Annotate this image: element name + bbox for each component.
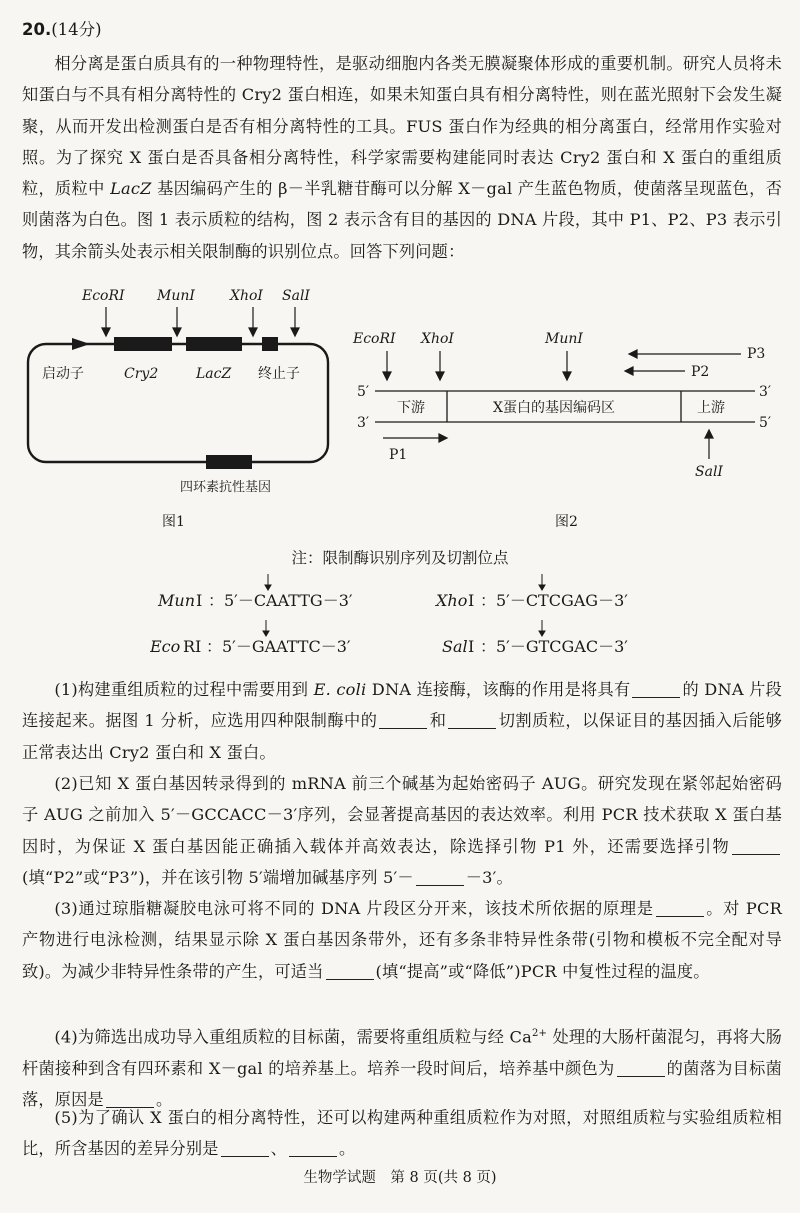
question-number: 20. (22, 20, 52, 39)
fig2-ecori-label: EcoRⅠ (353, 331, 396, 347)
fig1-sali-label: SalⅠ (282, 288, 310, 304)
fig1-lacz-block (186, 337, 242, 351)
fig1-cry2-label: Cry2 (124, 366, 159, 382)
answer-blank[interactable] (617, 1060, 665, 1077)
answer-blank[interactable] (379, 712, 427, 729)
xho-sequence: ：5′－CTCGAG－3′ (480, 591, 628, 610)
answer-blank[interactable] (221, 1140, 269, 1157)
fig1-site-arrows (102, 307, 299, 336)
fig2-top-left-end: 5′ (357, 384, 370, 400)
fig2-p3-label: P3 (747, 346, 766, 362)
fig1-terminator-label: 终止子 (258, 366, 300, 382)
figure1-plasmid-diagram (20, 282, 340, 502)
fig1-lacz-label: LacZ (196, 366, 232, 382)
fig1-muni-label: MunⅠ (157, 288, 195, 304)
fig1-tet-label: 四环素抗性基因 (180, 480, 272, 495)
question-header (22, 18, 102, 42)
question-1: (1)构建重组质粒的过程中需要用到 E. coli DNA 连接酶，该酶的作用是将具有 的 DNA 片段连接起来。据图 1 分析，应选用四种限制酶中的 和 切割质粒，以保证目的基因插入后能够正常表达出 Cry2 蛋白和 X 蛋白。 (22, 680, 782, 762)
enzyme-note-title: 注：限制酶识别序列及切割位点 (291, 549, 509, 567)
fig1-tet-block (206, 455, 252, 469)
figure2-dna-fragment-diagram (345, 326, 785, 496)
question-4: (4)为筛选出成功导入重组质粒的目标菌，需要将重组质粒与经 $Ca^{2+}$ 处理的大肠杆菌混匀，再将大肠杆菌接种到含有四环素和 X－gal 的培养基上。培养一段时间后，培养基中颜色为 的菌落为目标菌落，原因是 。 (22, 1027, 782, 1109)
question-score: (14分) (51, 20, 102, 39)
fig1-promoter-label: 启动子 (42, 366, 84, 382)
fig1-xhoi-label: XhoⅠ (230, 288, 263, 304)
fig2-p2-label: P2 (691, 364, 710, 380)
fig2-bottom-right-end: 5′ (759, 415, 772, 431)
mun-sequence: ：5′－CAATTG－3′ (208, 591, 353, 610)
eco-enzyme-roman: RⅠ (183, 637, 202, 656)
fig1-ecori-label: EcoRⅠ (82, 288, 125, 304)
question-5: (5)为了确认 X 蛋白的相分离特性，还可以构建两种重组质粒作为对照，对照组质粒与实验组质粒相比，所含基因的差异分别是 、 。 (22, 1108, 782, 1159)
answer-blank[interactable] (448, 712, 496, 729)
eco-enzyme-name: Eco (150, 637, 181, 656)
sal-sequence: ：5′－GTCGAC－3′ (480, 637, 628, 656)
answer-blank[interactable] (656, 900, 704, 917)
fig1-promoter-arrow (72, 338, 90, 350)
mun-enzyme-name: Mun (158, 591, 195, 610)
enzyme-sequence-table (150, 568, 670, 668)
answer-blank[interactable] (289, 1140, 337, 1157)
answer-blank[interactable] (632, 681, 680, 698)
fig2-bottom-left-end: 3′ (357, 415, 370, 431)
fig2-primer-arrows (383, 350, 741, 442)
figure1-caption: 图1 (162, 514, 185, 530)
answer-blank[interactable] (732, 837, 780, 854)
intro-text-1: 相分离是蛋白质具有的一种物理特性，是驱动细胞内各类无膜凝聚体形成的重要机制。研究人员将未知蛋白与不具有相分离特性的 Cry2 蛋白相连，如果未知蛋白具有相分离特性，则在蓝光照射下会发生凝聚，从而开发出检测蛋白是否有相分离特性的工具。FUS 蛋白作为经典的相分离蛋白，经常用作实验对照。为了探究 X 蛋白是否具备相分离特性，科学家需要构建能同时表达 Cry2 蛋白和 X 蛋白的重组质粒，质粒中 (22, 54, 782, 199)
answer-blank[interactable] (416, 869, 464, 886)
page-footer: 生物学试题 第 8 页(共 8 页) (303, 1170, 497, 1186)
intro-paragraph (22, 48, 782, 267)
fig2-p1-label: P1 (389, 447, 408, 463)
question-3: (3)通过琼脂糖凝胶电泳可将不同的 DNA 片段区分开来，该技术所依据的原理是 。对 PCR 产物进行电泳检测，结果显示除 X 蛋白基因条带外，还有多条非特异性条带(引物和模板不完全配对导致)。为减少非特异性条带的产生，可适当 (填“提高”或“降低”)PCR 中复性过程的温度。 (22, 899, 782, 981)
answer-blank[interactable] (326, 962, 374, 979)
fig2-sali-label: SalⅠ (695, 464, 723, 480)
xho-enzyme-roman: Ⅰ (468, 591, 475, 610)
fig2-xhoi-label: XhoⅠ (421, 331, 454, 347)
mun-enzyme-roman: Ⅰ (196, 591, 203, 610)
figure2-caption: 图2 (555, 514, 578, 530)
fig1-cry2-block (114, 337, 172, 351)
xho-enzyme-name: Xho (436, 591, 468, 610)
sal-enzyme-name: Sal (442, 637, 468, 656)
fig2-downstream-label: 下游 (397, 400, 425, 416)
sal-enzyme-roman: Ⅰ (468, 637, 475, 656)
intro-text-2: 基因编码产生的 β－半乳糖苷酶可以分解 X－gal 产生蓝色物质，使菌落呈现蓝色，否则菌落为白色。图 1 表示质粒的结构，图 2 表示含有目的基因的 DNA 片段，其中 P1、P2、P3 表示引物，其余箭头处表示相关限制酶的识别位点。回答下列问题： (22, 179, 782, 261)
question-2: (2)已知 X 蛋白基因转录得到的 mRNA 前三个碱基为起始密码子 AUG。研究发现在紧邻起始密码子 AUG 之前加入 5′－GCCACC－3′序列，会显著提高基因的表达效率。利用 PCR 技术获取 X 蛋白基因时，为保证 X 蛋白基因能正确插入载体并高效表达，除选择引物 P1 外，还需要选择引物(填“P2”或“P3”)，并在该引物 5′端增加碱基序列 5′－ －3′。 (22, 774, 782, 887)
fig2-top-right-end: 3′ (759, 384, 772, 400)
fig1-terminator-block (262, 337, 278, 351)
fig2-muni-label: MunⅠ (545, 331, 583, 347)
fig2-upstream-label: 上游 (697, 400, 725, 416)
eco-sequence: ：5′－GAATTC－3′ (206, 637, 351, 656)
intro-lacz: LacZ (110, 179, 152, 199)
fig1-plasmid-loop (28, 344, 328, 462)
fig2-coding-region-label: X蛋白的基因编码区 (493, 400, 615, 416)
